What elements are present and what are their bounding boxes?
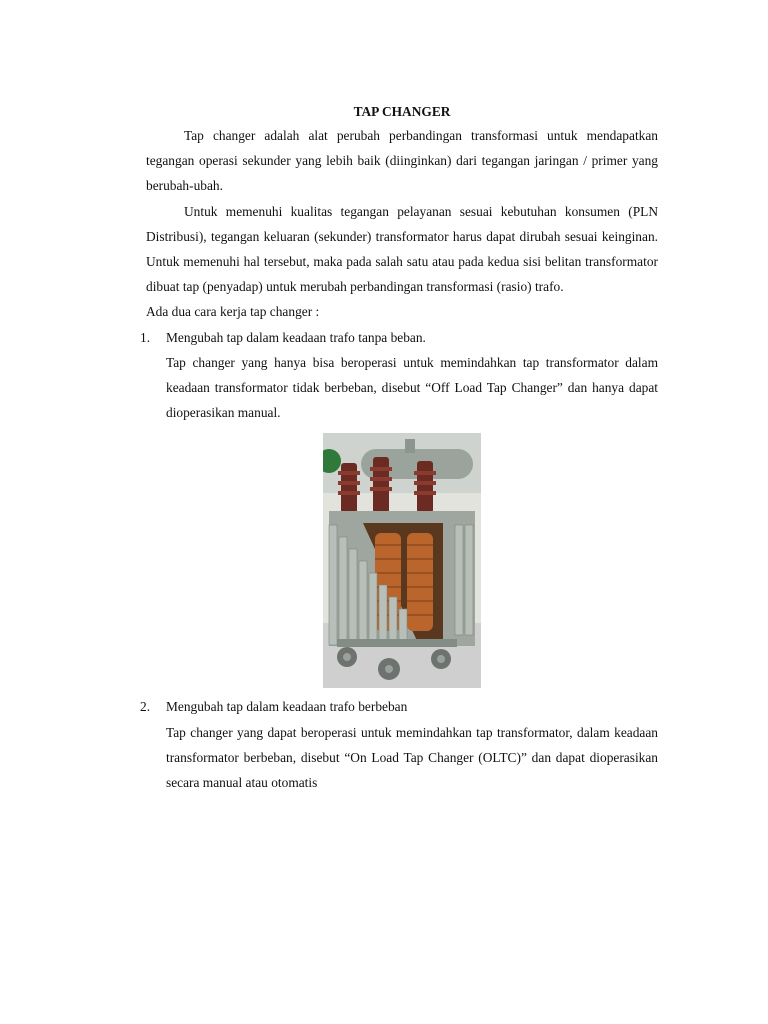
- list-item-heading: Mengubah tap dalam keadaan trafo berbeban: [166, 699, 408, 715]
- transformer-illustration: [323, 433, 481, 688]
- list-item-heading: Mengubah tap dalam keadaan trafo tanpa beban.: [166, 329, 426, 345]
- list-item-1: [140, 325, 658, 426]
- list-intro: Ada dua cara kerja tap changer :: [146, 304, 320, 320]
- document-body: [140, 102, 658, 795]
- paragraph-definition: Tap changer adalah alat perubah perbandingan transformasi untuk mendapatkan tegangan operasi sekunder yang lebih baik (diinginkan) dari tegangan jaringan / primer yang berubah-ubah.: [146, 128, 658, 194]
- list-number: 2.: [140, 699, 151, 715]
- paragraph-purpose: Untuk memenuhi kualitas tegangan pelayanan sesuai kebutuhan konsumen (PLN Distribusi), tegangan keluaran (sekunder) transformator harus dapat dirubah sesuai keinginan. Untuk memenuhi hal tersebut, maka pada salah satu atau pada kedua sisi belitan transformator dibuat tap (penyadap) untuk merubah perbandingan transformasi (rasio) trafo.: [146, 203, 658, 295]
- document-title: TAP CHANGER: [353, 104, 451, 119]
- list-number: 1.: [140, 329, 151, 345]
- transformer-photo: [323, 433, 481, 688]
- list-item-body: Tap changer yang dapat beroperasi untuk memindahkan tap transformator, dalam keadaan transformator berbeban, disebut “On Load Tap Changer (OLTC)” dan dapat dioperasikan secara manual atau otomatis: [166, 724, 658, 791]
- list-item-2: [140, 694, 658, 795]
- list-item-body: Tap changer yang hanya bisa beroperasi untuk memindahkan tap transformator dalam keadaan transformator tidak berbeban, disebut “Off Load Tap Changer” dan hanya dapat dioperasikan manual.: [166, 354, 658, 421]
